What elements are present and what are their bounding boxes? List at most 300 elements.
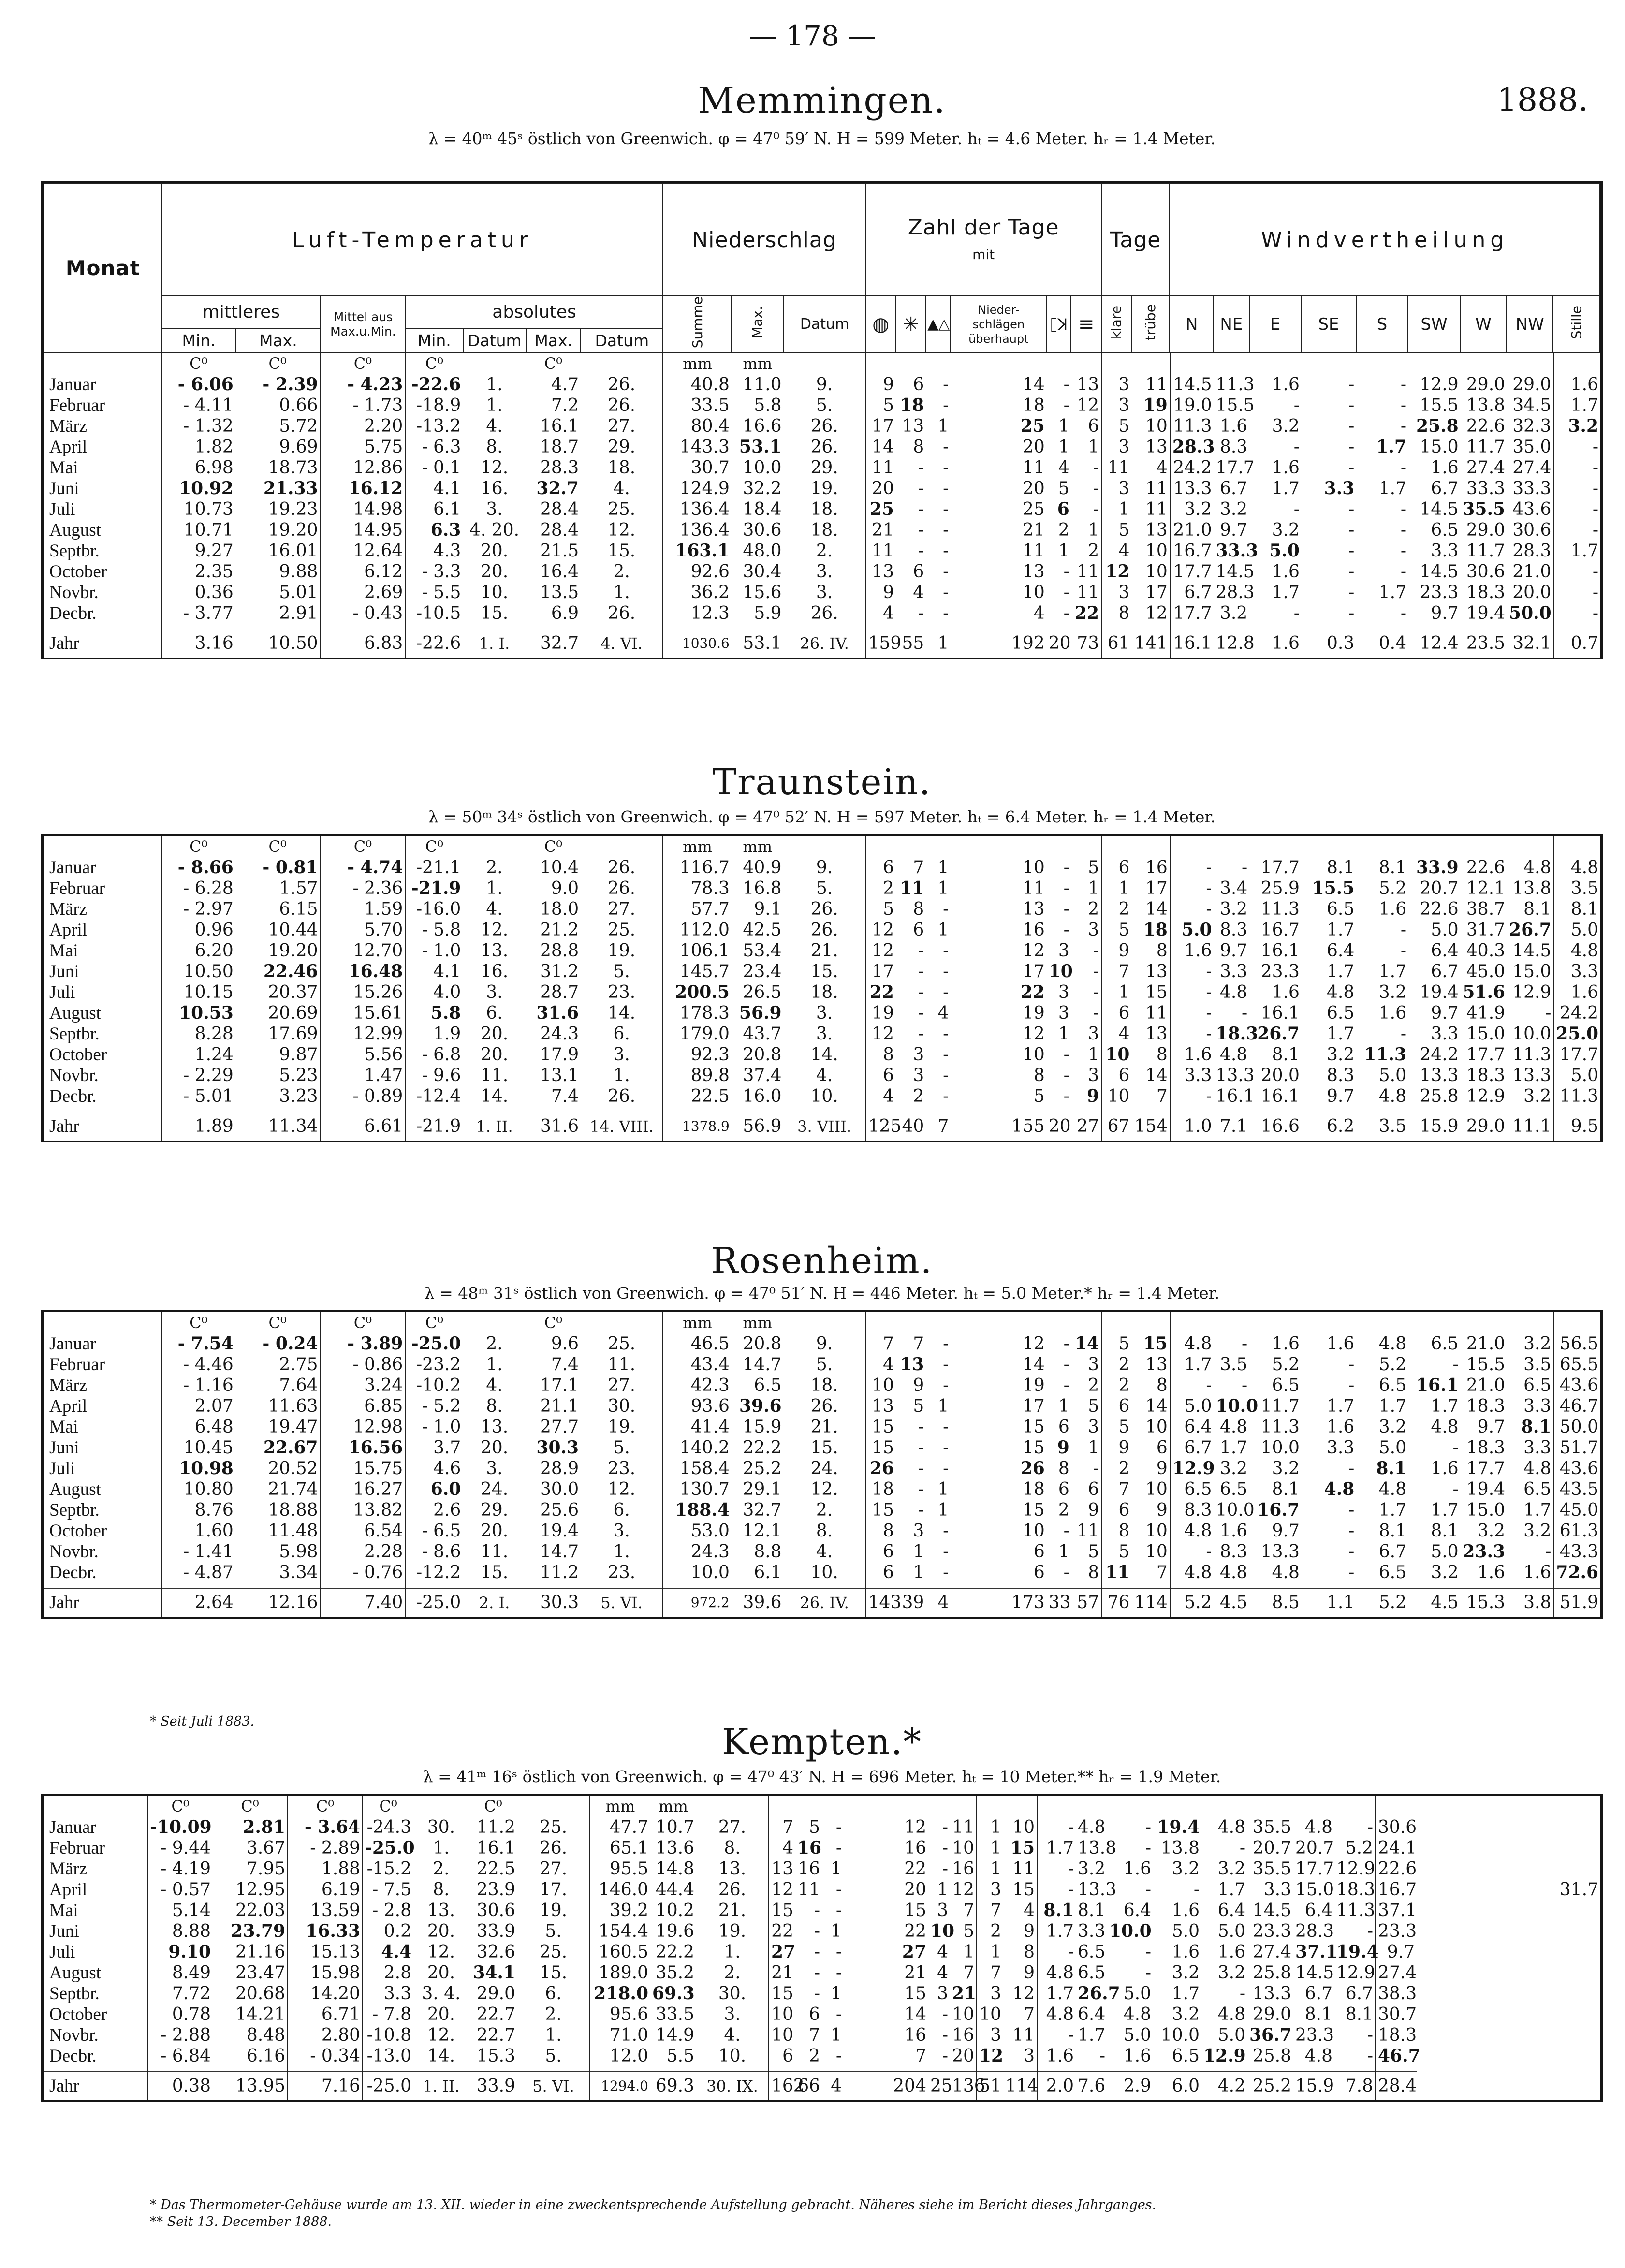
table-cell: 15.5	[1420, 395, 1459, 416]
table-cell: 17	[1145, 878, 1168, 898]
table-cell: 39.2	[590, 1900, 650, 1921]
table-cell: 8.1	[1376, 1458, 1406, 1478]
year-cell: 7	[926, 1112, 951, 1141]
table-cell: 11.48	[268, 1521, 318, 1541]
table-cell: 6.12	[321, 561, 406, 582]
year-cell: 7.40	[321, 1588, 406, 1617]
unit-cell	[1131, 353, 1170, 374]
table-cell: 3.2	[1553, 416, 1600, 437]
unit-cell	[1201, 1796, 1247, 1817]
table-cell: 1.6	[1272, 982, 1300, 1002]
table-cell: 18.88	[268, 1500, 318, 1520]
table-cell: 13.3	[1252, 1984, 1291, 2004]
table-cell: -	[1400, 562, 1406, 582]
table-cell: 16.	[480, 962, 509, 981]
table-cell: 18	[900, 395, 924, 416]
table-cell: 15	[904, 1984, 926, 2004]
table-cell: -10.5	[405, 603, 463, 624]
spacer-cell	[1553, 1583, 1600, 1588]
table-cell: 6	[866, 857, 896, 878]
table-cell: 5	[1101, 1333, 1131, 1354]
table-cell: 17.9	[540, 1045, 579, 1065]
table-cell: 1.	[486, 1355, 503, 1375]
table-cell: 20.37	[268, 982, 318, 1002]
table-cell: -	[835, 1838, 842, 1858]
table-cell: 6	[1156, 1438, 1168, 1458]
table-cell: -	[1239, 1984, 1245, 2004]
table-cell: 4.4	[363, 1942, 413, 1962]
table-cell: 56.9	[739, 1003, 782, 1023]
table-cell: 23.3	[1376, 1921, 1417, 1942]
unit-cell	[784, 836, 866, 857]
table-cell: 6.4	[1327, 941, 1355, 961]
month-label: Juni	[49, 962, 79, 981]
table-cell: 1.	[613, 1066, 630, 1085]
table-cell: -10.09	[147, 1817, 213, 1838]
table-cell: 8	[1033, 1066, 1045, 1085]
spacer-cell	[1170, 1107, 1214, 1112]
table-cell: 3	[937, 1984, 948, 2004]
table-cell: -	[1242, 1003, 1248, 1023]
table-cell: 3.2	[1078, 1859, 1106, 1879]
table-cell: - 4.19	[147, 1858, 213, 1879]
header-rain-symbol: ◍	[866, 296, 896, 352]
table-cell: 17.1	[540, 1375, 579, 1395]
spacer-cell	[1408, 624, 1461, 629]
table-cell: 2.28	[321, 1541, 406, 1562]
table-cell: 5	[1058, 479, 1069, 499]
table-cell: 20.52	[268, 1459, 318, 1478]
table-cell: 6.4	[1078, 2005, 1106, 2024]
table-cell: -	[1452, 1479, 1459, 1499]
table-cell: 12.	[480, 920, 509, 940]
spacer-cell	[950, 2066, 977, 2072]
table-cell: 13.3	[1260, 1542, 1300, 1562]
table-cell: 4.8	[1217, 1817, 1245, 1837]
table-cell: -	[943, 375, 949, 395]
table-cell: 42.5	[743, 920, 782, 940]
table-cell: 15	[904, 1901, 926, 1920]
table-cell: 12.	[607, 1479, 636, 1499]
table-cell: 22.67	[263, 1437, 318, 1458]
unit-cell	[44, 836, 161, 857]
month-label: März	[49, 899, 88, 919]
month-label: August	[49, 1963, 101, 1983]
table-cell: 9.27	[161, 541, 235, 561]
spacer-cell	[1356, 1583, 1408, 1588]
table-cell: -	[1063, 920, 1069, 940]
table-cell: 33.5	[655, 2005, 694, 2024]
table-cell: 20.0	[1512, 583, 1552, 603]
table-cell: 3.2	[1272, 416, 1300, 437]
table-cell: 16.7	[1260, 920, 1300, 940]
spacer-cell	[1047, 1107, 1071, 1112]
table-cell: 43.6	[1553, 1458, 1600, 1479]
year-cell: 1030.6	[663, 629, 732, 658]
unit-cell	[1408, 353, 1461, 374]
table-cell: 6.54	[321, 1521, 406, 1541]
table-cell: 25.	[607, 920, 636, 940]
table-cell: 16.56	[321, 1437, 406, 1458]
table-cell: -	[943, 899, 949, 919]
table-cell: 3	[1101, 437, 1131, 457]
unit-cell	[1408, 836, 1461, 857]
unit-cell	[1293, 1796, 1334, 1817]
table-cell: 30.7	[1376, 2004, 1417, 2025]
table-cell: 1.6	[1327, 1334, 1355, 1354]
unit-label: C⁰	[241, 1797, 259, 1815]
table-cell: 11.7	[1466, 437, 1506, 457]
table-cell: 6.4	[1170, 1417, 1214, 1437]
table-cell: 21.0	[1466, 1334, 1506, 1354]
table-cell: 3.23	[279, 1086, 318, 1106]
table-cell: 4.8	[1219, 1045, 1248, 1065]
table-row	[44, 1333, 1600, 1354]
table-cell: 20.68	[235, 1984, 285, 2004]
table-cell: 95.6	[590, 2004, 650, 2025]
table-cell: 6.5	[1272, 1375, 1300, 1395]
table-cell: 12	[1145, 603, 1168, 624]
table-cell: 27.	[718, 1817, 747, 1837]
month-label: Juli	[49, 1942, 75, 1962]
table-row	[44, 982, 1600, 1003]
table-cell: - 8.66	[161, 857, 235, 878]
table-cell: 1.7	[1037, 1983, 1076, 2004]
table-cell: - 9.6	[405, 1065, 463, 1086]
table-cell: 25.8	[1420, 1086, 1459, 1106]
table-row	[44, 1417, 1600, 1437]
table-cell: 19.4	[1466, 603, 1506, 624]
table-cell: 18.3	[1466, 1066, 1506, 1085]
year-cell: 4.5	[1214, 1588, 1250, 1617]
spacer-cell	[896, 1583, 926, 1588]
header-absolutes: absolutes	[406, 296, 663, 328]
spacer-cell	[526, 624, 581, 629]
year-cell: 73	[1071, 629, 1101, 658]
table-cell: -	[1348, 499, 1355, 520]
table-cell: -	[943, 1521, 949, 1541]
table-cell: 8	[913, 437, 924, 457]
month-label: August	[49, 1479, 101, 1499]
data-table	[44, 353, 1600, 658]
year-cell: 141	[1131, 629, 1170, 658]
year-cell: 16.1	[1170, 629, 1214, 658]
table-cell: 25.6	[540, 1500, 579, 1520]
table-cell: 16	[904, 2025, 926, 2045]
table-cell: 13.	[427, 1901, 455, 1920]
table-cell: 38.7	[1466, 899, 1506, 919]
table-cell: 10.0	[1512, 1024, 1552, 1044]
table-cell: 1	[1058, 1396, 1069, 1416]
table-cell: 45.0	[1553, 1500, 1600, 1521]
table-cell: 11	[1022, 541, 1045, 561]
spacer-row	[44, 1583, 1600, 1588]
table-cell: 4.3	[405, 541, 463, 561]
unit-label: mm	[743, 837, 773, 856]
table-cell: 6.5	[1219, 1479, 1248, 1499]
table-cell: -	[814, 1942, 820, 1962]
table-cell: 5.	[816, 878, 833, 898]
table-row	[44, 1437, 1600, 1458]
table-cell: 9.7	[1219, 520, 1248, 541]
table-cell: 20.0	[1260, 1066, 1300, 1085]
table-cell: -18.9	[405, 395, 463, 416]
year-label: Jahr	[44, 629, 161, 658]
spacer-cell	[526, 1107, 581, 1112]
table-cell: -	[1037, 1879, 1076, 1900]
table-cell: 1.7	[1327, 1024, 1355, 1044]
table-cell: 8.1	[1037, 1900, 1076, 1921]
table-cell: 8	[866, 1521, 896, 1541]
table-cell: -	[814, 1963, 820, 1983]
table-cell: -	[918, 1003, 924, 1023]
table-cell: 1.9	[405, 1024, 463, 1044]
year-cell: 51.9	[1553, 1588, 1600, 1617]
table-cell: 20	[1022, 479, 1045, 499]
table-cell: 6.	[613, 1500, 630, 1520]
spacer-cell	[581, 1583, 663, 1588]
table-cell: 20.	[480, 1521, 509, 1541]
year-cell: 13.95	[213, 2072, 288, 2100]
spacer-cell	[363, 2066, 413, 2072]
table-cell: 8.1	[1304, 2005, 1332, 2024]
table-cell: 15.75	[321, 1458, 406, 1479]
year-cell: -25.0	[405, 1588, 463, 1617]
table-cell: 16.	[480, 479, 509, 499]
table-cell: -	[1400, 603, 1406, 624]
table-cell: 6.48	[161, 1417, 235, 1437]
year-cell: 26. IV.	[784, 629, 866, 658]
table-cell: 15.	[539, 1963, 568, 1983]
table-cell: 6.5	[1078, 1942, 1106, 1962]
table-cell: -	[1348, 1355, 1355, 1375]
table-cell: 40.8	[663, 374, 732, 395]
year-cell: 23.5	[1461, 629, 1507, 658]
table-cell: 16.0	[743, 1086, 782, 1106]
table-cell: 26.	[810, 920, 838, 940]
table-cell: 29.	[480, 1500, 509, 1520]
month-label: Septbr.	[49, 1984, 100, 2004]
table-cell: 33.9	[476, 1921, 515, 1941]
data-table	[44, 1796, 1600, 2100]
table-cell: - 2.36	[321, 878, 406, 899]
header-wind-sw: SW	[1408, 296, 1460, 352]
table-cell: 15	[769, 1983, 795, 2004]
table-cell: 26.7	[1078, 1983, 1120, 2004]
header-abs-min-datum: Datum	[463, 328, 526, 353]
table-cell: 28.9	[540, 1459, 579, 1478]
table-cell: 12	[866, 940, 896, 961]
table-cell: 45.0	[1466, 962, 1506, 981]
table-cell: 3	[937, 1901, 948, 1920]
table-cell: 15	[1010, 1838, 1035, 1858]
table-cell: 2.91	[279, 603, 318, 624]
table-cell: -	[943, 458, 949, 478]
station-coords: λ = 41ᵐ 16ˢ östlich von Greenwich. φ = 47⁰ 43′ N. H = 696 Meter. hₜ = 10 Meter.** hᵣ = 1.9 Meter.	[423, 1767, 1221, 1786]
table-cell: 6	[866, 1541, 896, 1562]
table-cell: - 6.06	[161, 374, 235, 395]
table-cell: 1.6	[1327, 1417, 1355, 1437]
table-cell: -	[1348, 458, 1355, 478]
table-cell: 3	[1088, 1417, 1099, 1437]
table-cell: -	[1553, 520, 1600, 541]
unit-cell	[463, 1312, 526, 1333]
table-cell: -	[1400, 395, 1406, 416]
table-cell: 51.6	[1463, 982, 1506, 1002]
table-cell: 11	[1077, 583, 1099, 603]
table-cell: 30.4	[743, 562, 782, 582]
table-cell: 2.75	[279, 1355, 318, 1375]
table-cell: 5.0	[1217, 2025, 1245, 2045]
table-cell: 9	[866, 374, 896, 395]
year-label: Jahr	[44, 2072, 147, 2100]
table-cell: 36.2	[663, 582, 732, 603]
table-cell: 5.5	[666, 2046, 694, 2066]
table-cell: -	[1093, 1459, 1099, 1478]
unit-cell	[1101, 1312, 1131, 1333]
table-cell: 6	[1101, 1003, 1131, 1024]
table-cell: 20.	[480, 562, 509, 582]
table-cell: 57.7	[663, 899, 732, 920]
table-row	[44, 1086, 1600, 1107]
table-cell: 13.1	[540, 1066, 579, 1085]
table-cell: 1.6	[1037, 2046, 1076, 2066]
table-cell: 19.	[607, 1417, 636, 1437]
table-cell: 6.5	[1523, 1375, 1552, 1395]
table-cell: - 1.41	[161, 1541, 235, 1562]
table-cell: 3.	[613, 1521, 630, 1541]
table-cell: 30.	[607, 1396, 636, 1416]
unit-cell	[1131, 1312, 1170, 1333]
table-cell: 2	[1088, 899, 1099, 919]
table-cell: 3.	[816, 1024, 833, 1044]
table-cell: 19.4	[540, 1521, 579, 1541]
table-cell: 8.3	[1327, 1066, 1355, 1085]
table-cell: 32.2	[743, 479, 782, 499]
table-cell: 6.20	[161, 940, 235, 961]
unit-cell	[517, 1796, 590, 1817]
unit-label: C⁰	[363, 1796, 413, 1817]
table-cell: -	[1063, 1521, 1069, 1541]
unit-cell	[951, 836, 1046, 857]
table-cell: -24.3	[363, 1817, 413, 1838]
spacer-cell	[213, 2066, 288, 2072]
table-cell: - 7.8	[363, 2004, 413, 2025]
table-row	[44, 878, 1600, 899]
table-cell: 1	[937, 1500, 949, 1520]
table-cell: -	[1170, 1541, 1214, 1562]
table-cell: 4	[769, 1838, 795, 1858]
year-cell: 61	[1101, 629, 1131, 658]
table-cell: 8	[866, 1044, 896, 1065]
spacer-cell	[896, 624, 926, 629]
table-cell: 16	[952, 2025, 974, 2045]
year-cell: 7.6	[1076, 2072, 1107, 2100]
table-cell: 11	[1077, 562, 1099, 582]
table-cell: 23.	[607, 1459, 636, 1478]
table-cell: -	[943, 1459, 949, 1478]
table-cell: 6.85	[321, 1396, 406, 1417]
table-cell: 6.5	[1327, 1003, 1355, 1023]
table-cell: 1.7	[1272, 479, 1300, 499]
table-cell: 12.	[810, 1479, 838, 1499]
table-cell: 26.	[810, 899, 838, 919]
table-cell: 33.9	[1416, 857, 1459, 878]
table-row	[44, 582, 1600, 603]
header-abs-max-datum: Datum	[581, 328, 663, 353]
table-cell: 7	[913, 858, 924, 878]
year-cell: 3. VIII.	[784, 1112, 866, 1141]
table-cell: 8.1	[1345, 2005, 1373, 2024]
month-label: Novbr.	[49, 583, 99, 603]
year-cell: 39.6	[732, 1588, 784, 1617]
table-cell: 6	[866, 1562, 896, 1583]
table-cell: 1.7	[1327, 962, 1355, 981]
table-cell: 10	[1145, 1417, 1168, 1437]
table-cell: 10	[1145, 1521, 1168, 1541]
year-cell: 173	[951, 1588, 1046, 1617]
year-cell: 31.6	[526, 1112, 581, 1141]
table-cell: - 6.5	[405, 1521, 463, 1541]
table-cell: 6	[913, 562, 924, 582]
table-cell: 8.	[724, 1838, 741, 1858]
table-cell: 8	[1156, 941, 1168, 961]
table-cell: 2	[809, 2046, 820, 2066]
table-cell: -	[942, 2005, 948, 2024]
table-cell: 4.8	[1378, 1334, 1406, 1354]
year-cell: 15.9	[1408, 1112, 1461, 1141]
table-cell: 42.3	[663, 1375, 732, 1396]
unit-cell	[1553, 1312, 1600, 1333]
table-cell: 4	[1156, 458, 1168, 478]
table-cell: 8.3	[1219, 1542, 1248, 1562]
table-cell: 1	[937, 878, 949, 898]
year-cell: -25.0	[363, 2072, 413, 2100]
table-cell: 27	[769, 1942, 795, 1962]
spacer-cell	[1047, 1583, 1071, 1588]
table-cell: 1	[1088, 437, 1099, 457]
table-cell: 30.	[427, 1817, 455, 1837]
table-cell: 13.8	[1078, 1838, 1117, 1858]
table-cell: 6.5	[1171, 2046, 1200, 2066]
table-cell: 12	[1012, 1984, 1035, 2004]
table-cell: -	[1367, 1817, 1373, 1837]
header-snow-symbol: ✳	[896, 296, 926, 352]
table-cell: 24.3	[663, 1541, 732, 1562]
month-label: Novbr.	[49, 1542, 99, 1562]
table-cell: 8.3	[1170, 1500, 1214, 1521]
table-cell: 5.	[613, 1438, 630, 1458]
table-cell: 9.	[816, 375, 833, 395]
year-cell: 7.8	[1334, 2072, 1376, 2100]
unit-label: C⁰	[161, 836, 235, 857]
year-cell: 1. II.	[413, 2072, 469, 2100]
table-cell: 17	[1022, 962, 1045, 981]
table-cell: 5.2	[1378, 1355, 1406, 1375]
table-cell: 19	[1022, 1375, 1045, 1395]
table-row	[44, 416, 1600, 437]
table-cell: 5	[1101, 416, 1131, 437]
table-row	[44, 1942, 1600, 1962]
table-cell: 5.72	[279, 416, 318, 437]
spacer-cell	[1249, 624, 1302, 629]
table-cell: 20.	[427, 1963, 455, 1983]
table-cell: 18	[866, 1479, 896, 1500]
table-cell: 6.5	[1078, 1963, 1106, 1983]
year-cell: 51	[977, 2072, 1003, 2100]
month-label: October	[49, 562, 107, 582]
table-cell: 28.3	[1170, 437, 1214, 457]
